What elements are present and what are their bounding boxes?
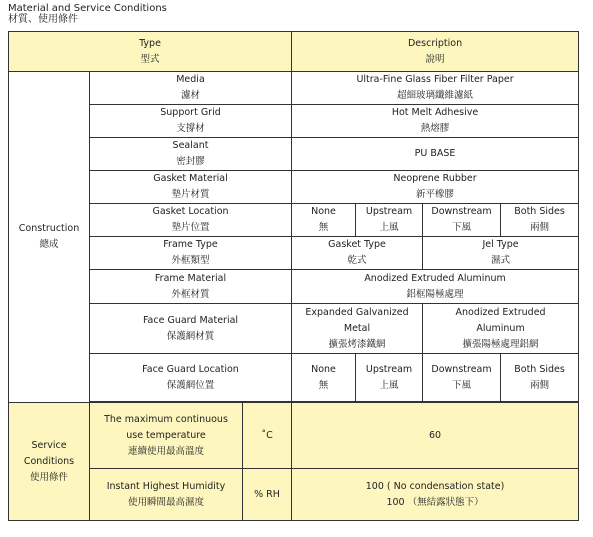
construction-label: Construction 總成 (9, 72, 90, 403)
section-title (8, 3, 167, 25)
gasket-location-none: None 無 (292, 204, 356, 237)
service-conditions-label: Service Conditions 使用條件 (9, 403, 90, 521)
temperature-value: 60 (292, 403, 579, 469)
sealant-label: Sealant 密封膠 (90, 138, 292, 171)
specification-table (8, 31, 579, 521)
face-guard-material-label: Face Guard Material 保護網材質 (90, 304, 292, 354)
gasket-material-value: Neoprene Rubber 新平橡膠 (292, 171, 579, 204)
face-guard-location-none: None 無 (292, 354, 356, 402)
temperature-row (9, 403, 579, 469)
temperature-unit: ˚C (243, 403, 292, 469)
gasket-location-downstream: Downstream 下風 (423, 204, 501, 237)
support-grid-value: Hot Melt Adhesive 熱熔膠 (292, 105, 579, 138)
humidity-unit: % RH (243, 469, 292, 521)
support-grid-label: Support Grid 支撐材 (90, 105, 292, 138)
humidity-value: 100 ( No condensation state) 100 （無結露狀態下） (292, 469, 579, 521)
media-value: Ultra-Fine Glass Fiber Filter Paper 超細玻璃纖維濾紙 (292, 72, 579, 105)
frame-type-label: Frame Type 外框類型 (90, 237, 292, 270)
sealant-row (9, 138, 579, 171)
face-guard-location-upstream: Upstream 上風 (356, 354, 423, 402)
face-guard-location-row (9, 354, 579, 402)
gasket-location-upstream: Upstream 上風 (356, 204, 423, 237)
section-title-zh: 材質、使用條件 (8, 14, 78, 25)
frame-type-gasket: Gasket Type 乾式 (292, 237, 423, 270)
support-grid-row (9, 105, 579, 138)
gasket-location-label: Gasket Location 墊片位置 (90, 204, 292, 237)
humidity-row (9, 469, 579, 521)
description-header: Description 說明 (292, 32, 579, 72)
frame-type-jel: Jel Type 濕式 (423, 237, 579, 270)
frame-material-value: Anodized Extruded Aluminum 鋁框陽極處理 (292, 270, 579, 304)
gasket-material-label: Gasket Material 墊片材質 (90, 171, 292, 204)
table-header-row (9, 32, 579, 72)
type-header: Type 型式 (9, 32, 292, 72)
face-guard-material-row (9, 304, 579, 354)
frame-material-row (9, 270, 579, 304)
humidity-label: Instant Highest Humidity 使用瞬間最高濕度 (90, 469, 243, 521)
sealant-value: PU BASE (292, 138, 579, 171)
face-guard-location-label: Face Guard Location 保護網位置 (90, 354, 292, 402)
face-guard-material-galvanized: Expanded Galvanized Metal 擴張烤漆鐵網 (292, 304, 423, 354)
media-row (9, 72, 579, 105)
face-guard-material-aluminum: Anodized Extruded Aluminum 擴張陽極處理鋁網 (423, 304, 579, 354)
media-label: Media 濾材 (90, 72, 292, 105)
frame-material-label: Frame Material 外框材質 (90, 270, 292, 304)
face-guard-location-downstream: Downstream 下風 (423, 354, 501, 402)
gasket-material-row (9, 171, 579, 204)
gasket-location-row (9, 204, 579, 237)
frame-type-row (9, 237, 579, 270)
temperature-label: The maximum continuous use temperature 連續使用最高溫度 (90, 403, 243, 469)
section-title-en: Material and Service Conditions (8, 3, 167, 14)
face-guard-location-both-sides: Both Sides 兩側 (501, 354, 579, 402)
gasket-location-both-sides: Both Sides 兩側 (501, 204, 579, 237)
